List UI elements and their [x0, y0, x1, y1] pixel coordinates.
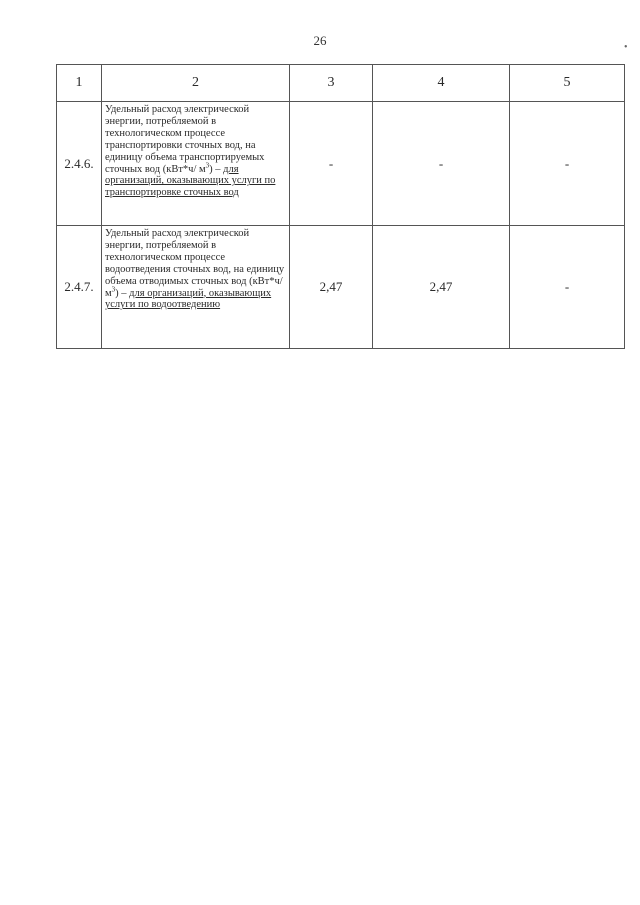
row-description [102, 226, 290, 349]
description-text: Удельный расход электрической энергии, потребляемой в технологическом процессе водоотведения сточных вод, на единицу объема отводимых сточных вод (кВт*ч/ м [105, 228, 285, 299]
value-col4: 2,47 [373, 226, 510, 349]
page-number: 26 [313, 33, 327, 48]
description-underlined: для организаций, оказывающих услуги по водоотведению [105, 287, 272, 311]
unit-superscript: 3 [111, 285, 116, 294]
header-cell-4: 4 [373, 65, 510, 102]
row-number: 2.4.6. [57, 102, 102, 226]
value-col4: - [373, 102, 510, 226]
indicators-table [56, 64, 625, 349]
description-connector: ) – [115, 287, 130, 299]
description-text: Удельный расход электрической энергии, потребляемой в технологическом процессе транспортировки сточных вод, на единицу объема транспортируемых сточных вод (кВт*ч/ м [105, 104, 265, 175]
value-col3: - [290, 102, 373, 226]
table-row [57, 226, 625, 349]
description-underlined: для организаций, оказывающих услуги по транспортировке сточных вод [105, 163, 276, 199]
header-cell-3: 3 [290, 65, 373, 102]
header-cell-1: 1 [57, 65, 102, 102]
table-header-row [57, 65, 625, 102]
header-cell-2: 2 [102, 65, 290, 102]
value-col3: 2,47 [290, 226, 373, 349]
corner-mark: • [624, 42, 628, 53]
row-description [102, 102, 290, 226]
value-col5: - [510, 226, 625, 349]
row-number: 2.4.7. [57, 226, 102, 349]
header-cell-5: 5 [510, 65, 625, 102]
table-row [57, 102, 625, 226]
value-col5: - [510, 102, 625, 226]
description-connector: ) – [209, 163, 224, 175]
unit-superscript: 3 [205, 161, 210, 170]
